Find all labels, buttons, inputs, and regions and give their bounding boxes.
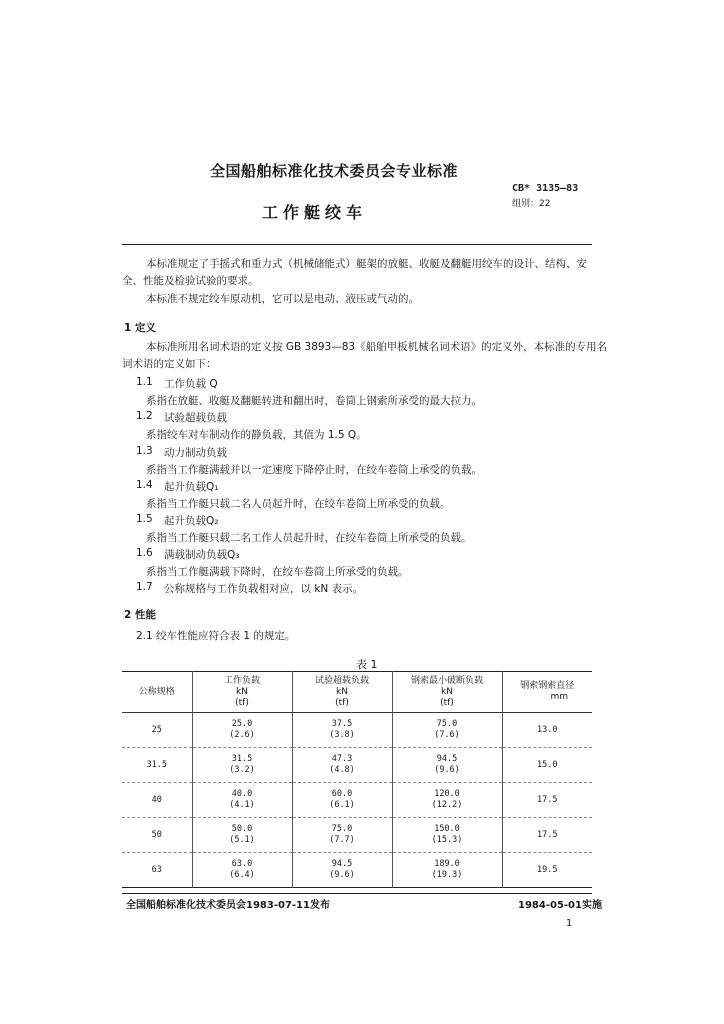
document-title: 工作艇绞车 xyxy=(262,203,368,222)
cell-spec: 50 xyxy=(151,829,162,840)
def-1-1-num: 1.1 xyxy=(136,376,153,388)
def-1-3-num: 1.3 xyxy=(136,445,153,457)
issued-date: 全国船舶标准化技术委员会1983-07-11发布 xyxy=(126,900,330,911)
cell-test: 60.0 (6.1) xyxy=(292,783,392,818)
cell-spec: 63 xyxy=(151,864,162,875)
def-1-3-term: 动力制动负载 xyxy=(164,447,227,459)
performance-table xyxy=(122,671,592,888)
header-test-unit: kN xyxy=(336,686,348,697)
def-1-6-num: 1.6 xyxy=(136,547,153,559)
cell-break: 189.0 (19.3) xyxy=(392,853,502,888)
section-1-heading: 1 定义 xyxy=(124,322,156,334)
def-1-4-term: 起升负载Q₁ xyxy=(164,481,219,493)
def-1-3-desc: 系指当工作艇满载并以一定速度下降停止时，在绞车卷筒上承受的负载。 xyxy=(146,464,482,476)
cell-test: 94.5 (9.6) xyxy=(292,853,392,888)
cell-test: 37.5 (3.8) xyxy=(292,713,392,748)
section-1-intro-1: 本标准所用名词术语的定义按 GB 3893—83《船舶甲板机械名词术语》的定义外，本标准的专用名 xyxy=(146,341,608,353)
cell-dia: 17.5 xyxy=(502,818,592,853)
header-work-load xyxy=(192,672,292,713)
header-break-unit: kN xyxy=(441,686,453,697)
cell-break: 120.0 (12.2) xyxy=(392,783,502,818)
table-row xyxy=(122,853,592,888)
cell-work: 25.0 (2.6) xyxy=(192,713,292,748)
table-caption: 表 1 xyxy=(356,658,378,671)
cell-break: 94.5 (9.6) xyxy=(392,748,502,783)
header-divider xyxy=(122,244,592,245)
header-spec-label: 公称规格 xyxy=(138,686,175,697)
def-1-7-num: 1.7 xyxy=(136,581,153,593)
header-test-label: 试验超载负载 xyxy=(314,675,369,686)
def-1-4-num: 1.4 xyxy=(136,479,153,491)
header-spec xyxy=(122,672,192,713)
cell-work: 31.5 (3.2) xyxy=(192,748,292,783)
cell-work: 50.0 (5.1) xyxy=(192,818,292,853)
def-1-6-term: 满载制动负载Q₃ xyxy=(164,549,240,561)
cell-dia: 15.0 xyxy=(502,748,592,783)
header-dia-unit: mm xyxy=(550,692,568,702)
header-work-unit: kN xyxy=(236,686,248,697)
table-header-row xyxy=(122,672,592,713)
header-break-unit-tf: (tf) xyxy=(440,697,454,708)
def-1-2-desc: 系指绞车对车制动作的静负载，其值为 1.5 Q。 xyxy=(146,429,367,441)
table-row xyxy=(122,818,592,853)
implementation-date: 1984-05-01实施 xyxy=(518,900,602,911)
header-break-load xyxy=(392,672,502,713)
page-number: 1 xyxy=(566,918,573,929)
table-row xyxy=(122,713,592,748)
def-1-4-desc: 系指当工作艇只载二名人员起升时，在绞车卷筒上所承受的负载。 xyxy=(146,498,451,510)
def-1-5-num: 1.5 xyxy=(136,513,153,525)
cell-work: 40.0 (4.1) xyxy=(192,783,292,818)
def-1-2-term: 试验超载负载 xyxy=(164,412,227,424)
organization-title: 全国船舶标准化技术委员会专业标准 xyxy=(210,162,459,180)
header-test-unit-tf: (tf) xyxy=(335,697,349,708)
def-1-2-num: 1.2 xyxy=(136,410,153,422)
cell-dia: 17.5 xyxy=(502,783,592,818)
def-1-5-desc: 系指当工作艇只载二名工作人员起升时，在绞车卷筒上所承受的负载。 xyxy=(146,532,472,544)
section-2-1-text: 2.1 绞车性能应符合表 1 的规定。 xyxy=(136,630,296,642)
def-1-5-term: 起升负载Q₂ xyxy=(164,515,219,527)
def-1-1-desc: 系指在放艇、收艇及翻艇转进和翻出时，卷筒上钢索所承受的最大拉力。 xyxy=(146,395,482,407)
cell-dia: 19.5 xyxy=(502,853,592,888)
cell-test: 75.0 (7.7) xyxy=(292,818,392,853)
header-break-label: 钢索最小破断负载 xyxy=(410,675,483,686)
cell-work: 63.0 (6.4) xyxy=(192,853,292,888)
standard-code: CB* 3135—83 xyxy=(512,183,579,194)
intro-line-1: 本标准规定了手摇式和重力式（机械储能式）艇架的放艇、收艇及翻艇用绞车的设计、结构、安 xyxy=(146,258,587,270)
section-2-heading: 2 性能 xyxy=(124,609,156,621)
category-group: 组别：22 xyxy=(512,199,551,209)
cell-spec: 40 xyxy=(151,794,162,805)
cell-dia: 13.0 xyxy=(502,713,592,748)
header-dia-label: 钢索钢索直径 xyxy=(520,681,575,691)
table-row xyxy=(122,748,592,783)
header-diameter xyxy=(502,672,592,713)
intro-line-3: 本标准不规定绞车原动机，它可以是电动、液压或气动的。 xyxy=(146,293,419,305)
cell-test: 47.3 (4.8) xyxy=(292,748,392,783)
cell-break: 75.0 (7.6) xyxy=(392,713,502,748)
def-1-1-term: 工作负载 Q xyxy=(164,378,218,390)
def-1-7-text: 公称规格与工作负载相对应，以 kN 表示。 xyxy=(164,583,364,595)
section-1-intro-2: 词术语的定义如下： xyxy=(122,358,217,370)
cell-spec: 25 xyxy=(151,724,162,735)
footer-divider xyxy=(122,893,592,894)
header-test-load xyxy=(292,672,392,713)
def-1-6-desc: 系指当工作艇满载下降时，在绞车卷筒上所承受的负载。 xyxy=(146,566,409,578)
header-work-unit-tf: (tf) xyxy=(235,697,249,708)
table-row xyxy=(122,783,592,818)
cell-break: 150.0 (15.3) xyxy=(392,818,502,853)
cell-spec: 31.5 xyxy=(146,759,167,770)
header-work-label: 工作负载 xyxy=(223,675,260,686)
intro-line-2: 全、性能及检验试验的要求。 xyxy=(122,275,259,287)
